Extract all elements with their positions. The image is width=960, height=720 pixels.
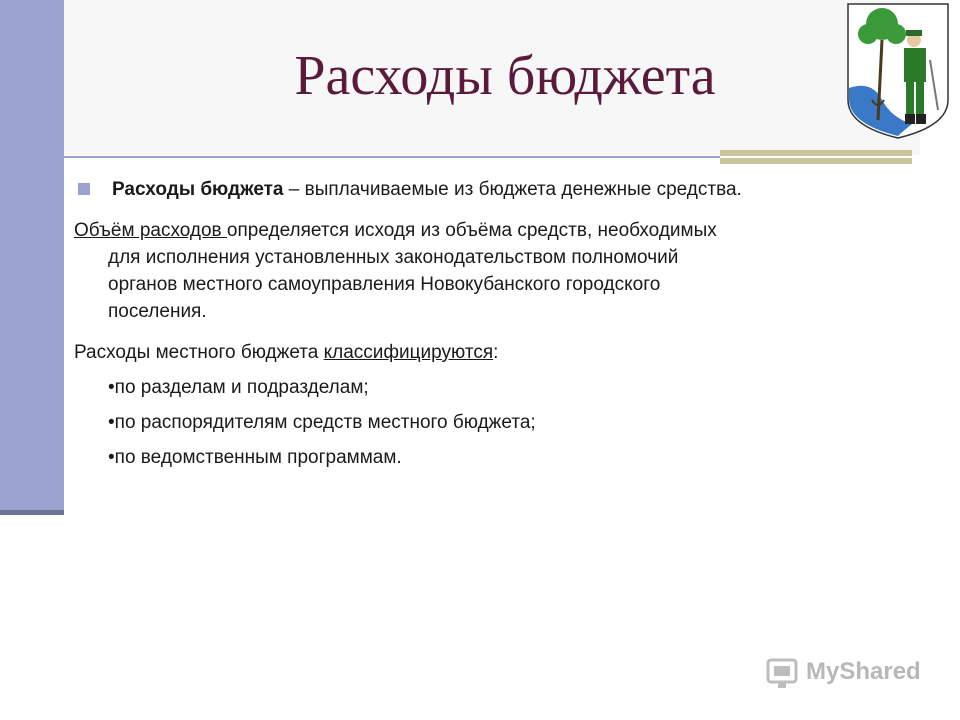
slide-body (74, 176, 916, 479)
volume-line-1: определяется исходя из объёма средств, необходимых (226, 220, 717, 241)
classification-item-2: •по распорядителям средств местного бюджета; (108, 412, 536, 433)
square-bullet-icon (78, 183, 90, 195)
volume-line-2: для исполнения установленных законодательством полномочий (108, 247, 679, 268)
slide-title: Расходы бюджета (294, 45, 716, 107)
definition-term: Расходы бюджета (112, 179, 284, 200)
classification-colon: : (493, 342, 499, 363)
coat-of-arms-icon (842, 0, 954, 140)
volume-line-4: поселения. (108, 301, 207, 322)
definition-bullet (74, 176, 916, 203)
classification-lead (74, 339, 916, 366)
classification-term: классифицируются (323, 342, 494, 363)
classification-item-1: •по разделам и подразделам; (108, 377, 369, 398)
left-accent-bar-shadow (0, 510, 64, 515)
definition-text: – выплачиваемые из бюджета денежные средства. (283, 179, 742, 200)
volume-term: Объём расходов (74, 220, 227, 241)
volume-line-3: органов местного самоуправления Новокубанского городского (108, 274, 661, 295)
classification-item-3: •по ведомственным программам. (108, 447, 402, 468)
classification-lead-text: Расходы местного бюджета (74, 342, 324, 363)
watermark-text: MyShared (806, 658, 921, 685)
volume-paragraph (74, 217, 916, 325)
title-divider-accent (720, 150, 912, 164)
